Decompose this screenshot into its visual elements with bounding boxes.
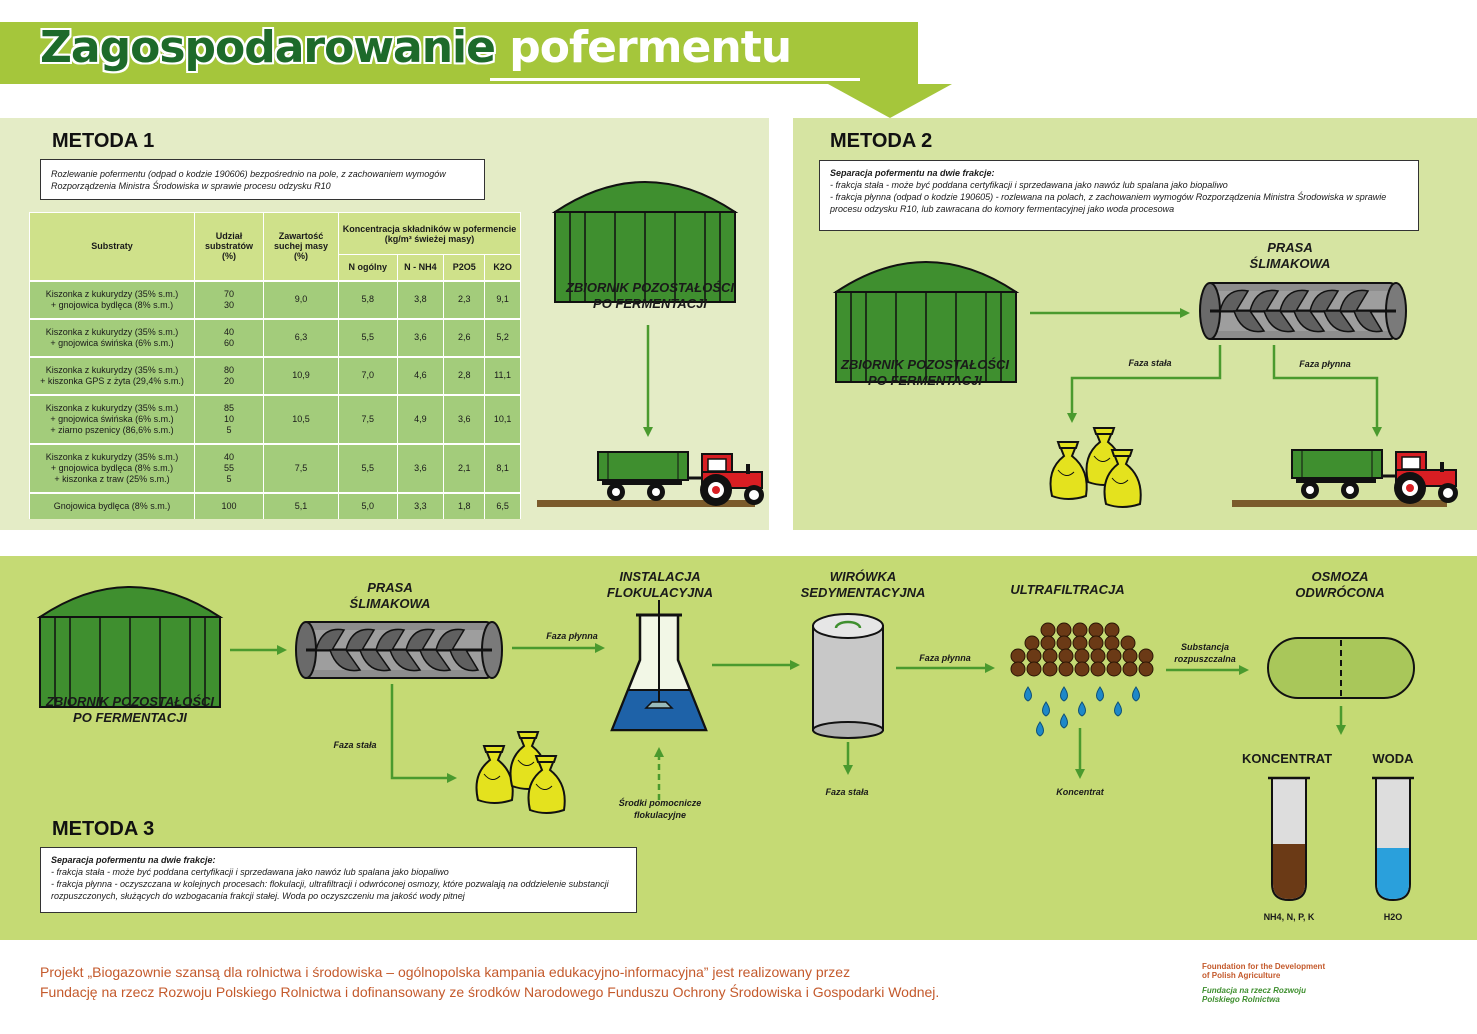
table-cell-line: 5 <box>226 424 232 435</box>
reverse-osmosis-capsule <box>1268 638 1414 698</box>
membrane-particle <box>1073 636 1087 650</box>
table-cell-line: 85 <box>223 402 234 413</box>
metoda3-faza-stala-1: Faza stała <box>333 740 377 750</box>
footer-line2: Fundację na rzecz Rozwoju Polskiego Rolnictwa i dofinansowany ze środków Narodowego Funduszu Ochrony Środowiska i Gospodarki Wodnej. <box>40 984 940 1000</box>
metoda3-tank <box>40 587 220 707</box>
table-cell-line: + kiszonka GPS z żyta (29,4% s.m.) <box>40 375 184 386</box>
metoda3-desc-line1: - frakcja stała - może być poddana certyfikacji i sprzedawana jako nawóz lub spalana jako biopaliwo <box>51 867 449 877</box>
table-cell-nh4: 4,6 <box>397 357 444 395</box>
metoda2-desc-line2: - frakcja płynna (odpad o kodzie 190605) - rozlewana na polach, z zachowaniem wymogów Rozporządzenia Ministra Środowiska w sprawie procesu odzysku R10, lub zawracana do komory fermentacyjnej jako woda procesowa <box>830 192 1387 214</box>
membrane-particle <box>1105 636 1119 650</box>
metoda3-substancja-line2: rozpuszczalna <box>1174 654 1236 664</box>
metoda3-arrow-solid <box>392 684 452 778</box>
table-cell-n: 7,5 <box>339 395 398 444</box>
woda-label: WODA <box>1372 751 1414 766</box>
table-cell-line: 40 <box>223 451 234 462</box>
table-cell-line: + ziarno pszenicy (86,6% s.m.) <box>50 424 174 435</box>
th-n: N ogólny <box>339 255 398 281</box>
org-name-en <box>1202 962 1325 980</box>
table-cell-p: 1,8 <box>444 493 485 519</box>
metoda3-floc-label <box>595 569 725 601</box>
metoda3-centrifuge-label-line1: WIRÓWKA <box>829 569 897 584</box>
metoda3-srodki-line2: flokulacyjne <box>633 810 687 820</box>
metoda2-heading: METODA 2 <box>830 130 933 152</box>
membrane-particle <box>1041 623 1055 637</box>
metoda3-centrifuge-label-line2: SEDYMENTACYJNA <box>800 585 926 600</box>
table-cell-p: 2,6 <box>444 319 485 357</box>
water-drop <box>1043 702 1050 716</box>
title-part2: pofermentu <box>509 22 792 73</box>
metoda2-press-label-line2: ŚLIMAKOWA <box>1249 256 1331 271</box>
table-cell-sm: 5,1 <box>264 493 339 519</box>
membrane-particle <box>1011 662 1025 676</box>
table-cell-p: 3,6 <box>444 395 485 444</box>
footer-line1: Projekt „Biogazownie szansą dla rolnictwa i środowiska – ogólnopolska kampania edukacyjno-informacyjna” jest realizowany przez <box>40 964 851 980</box>
metoda3-centrifuge-label <box>798 569 928 601</box>
table-cell-n: 5,5 <box>339 319 398 357</box>
th-nh4: N - NH4 <box>397 255 444 281</box>
membrane-particle <box>1027 662 1041 676</box>
ultrafiltration-membrane <box>1011 623 1153 736</box>
table-cell-line: 10 <box>223 413 234 424</box>
metoda3-floc-label-line1: INSTALACJA <box>619 569 701 584</box>
metoda3-substancja-line1: Substancja <box>1180 642 1229 652</box>
flocculation-flask <box>612 600 706 730</box>
metoda3-koncentrat-small: Koncentrat <box>1056 787 1104 797</box>
table-cell-line: 80 <box>223 364 234 375</box>
table-cell-n: 7,0 <box>339 357 398 395</box>
metoda2-press <box>1200 283 1406 339</box>
table-cell-line: 40 <box>223 326 234 337</box>
water-tube <box>1372 778 1414 900</box>
table-cell-line: Kiszonka z kukurydzy (35% s.m.) <box>45 326 179 337</box>
metoda3-faza-plynna-1: Faza płynna <box>546 631 598 641</box>
table-cell-k: 9,1 <box>485 281 521 319</box>
membrane-particle <box>1139 649 1153 663</box>
metoda2-tank-label-line1: ZBIORNIK POZOSTAŁOŚCI <box>840 357 1010 372</box>
water-drop <box>1061 714 1068 728</box>
membrane-particle <box>1041 636 1055 650</box>
membrane-particle <box>1043 662 1057 676</box>
table-cell-k: 6,5 <box>485 493 521 519</box>
metoda1-heading: METODA 1 <box>52 130 155 152</box>
metoda2-press-label <box>1240 240 1340 272</box>
membrane-particle <box>1091 662 1105 676</box>
table-cell-sm: 9,0 <box>264 281 339 319</box>
metoda3-press-label-line2: ŚLIMAKOWA <box>349 596 431 611</box>
table-cell-line: 5 <box>226 473 232 484</box>
membrane-particle <box>1089 636 1103 650</box>
metoda3-desc-title: Separacja pofermentu na dwie frakcje: <box>51 855 216 865</box>
table-cell-nh4: 3,3 <box>397 493 444 519</box>
table-cell-line: 60 <box>223 337 234 348</box>
metoda3-faza-plynna-2: Faza płynna <box>919 653 971 663</box>
membrane-particle <box>1089 623 1103 637</box>
table-cell-k: 8,1 <box>485 444 521 493</box>
metoda3-heading: METODA 3 <box>52 818 155 840</box>
metoda3-floc-label-line2: FLOKULACYJNA <box>606 585 714 600</box>
table-cell-line: + gnojowica bydlęca (8% s.m.) <box>50 462 174 473</box>
table-cell-k: 11,1 <box>485 357 521 395</box>
table-cell-line: 100 <box>221 500 237 511</box>
water-drop <box>1037 722 1044 736</box>
membrane-particle <box>1059 649 1073 663</box>
table-cell-line: 70 <box>223 288 234 299</box>
th-udzial: Udział substratów (%) <box>195 213 264 281</box>
koncentrat-label: KONCENTRAT <box>1241 751 1333 766</box>
membrane-particle <box>1105 623 1119 637</box>
th-zawartosc: Zawartość suchej masy (%) <box>264 213 339 281</box>
metoda2-desc-line1: - frakcja stała - może być poddana certyfikacji i sprzedawana jako nawóz lub spalana jako biopaliwo <box>830 180 1228 190</box>
table-cell-line: + gnojowica bydlęca (8% s.m.) <box>50 299 174 310</box>
membrane-particle <box>1121 636 1135 650</box>
title-part1: Zagospodarowanie <box>40 22 495 73</box>
table-cell-sm: 10,5 <box>264 395 339 444</box>
metoda3-tank-label-line1: ZBIORNIK POZOSTAŁOŚCI <box>45 694 215 709</box>
table-cell-line: + kiszonka z traw (25% s.m.) <box>54 473 170 484</box>
table-cell-nh4: 3,6 <box>397 319 444 357</box>
metoda2-desc-title: Separacja pofermentu na dwie frakcje: <box>830 168 995 178</box>
org-pl-line2: Polskiego Rolnictwa <box>1202 995 1280 1004</box>
concentrate-tube <box>1268 778 1310 900</box>
table-cell-n: 5,8 <box>339 281 398 319</box>
h2o-label: H2O <box>1383 912 1403 922</box>
table-cell-line: + gnojowica świńska (6% s.m.) <box>50 413 174 424</box>
table-cell-p: 2,8 <box>444 357 485 395</box>
table-cell-n: 5,0 <box>339 493 398 519</box>
metoda2-tractor <box>1292 450 1458 504</box>
water-drop <box>1025 687 1032 701</box>
footer-text <box>40 962 939 1002</box>
metoda3-press-label-line1: PRASA <box>367 580 413 595</box>
water-drop <box>1061 687 1068 701</box>
membrane-particle <box>1091 649 1105 663</box>
metoda3-ultra-label: ULTRAFILTRACJA <box>1010 582 1125 597</box>
metoda3-sack-1 <box>477 746 513 803</box>
th-p2o5: P2O5 <box>444 255 485 281</box>
metoda3-press <box>296 622 502 678</box>
th-k2o: K2O <box>485 255 521 281</box>
metoda2-tank-label-line2: PO FERMENTACJI <box>868 373 982 388</box>
water-drop <box>1115 702 1122 716</box>
metoda2-arrow-solid <box>1072 345 1220 418</box>
table-cell-nh4: 3,8 <box>397 281 444 319</box>
metoda2-faza-stala: Faza stała <box>1128 358 1172 368</box>
membrane-particle <box>1123 649 1137 663</box>
membrane-particle <box>1139 662 1153 676</box>
metoda1-tank-label <box>545 280 755 312</box>
metoda3-osmosis-label-line1: OSMOZA <box>1311 569 1369 584</box>
nutrients-label: NH4, N, P, K <box>1263 912 1315 922</box>
metoda3-faza-stala-2: Faza stała <box>825 787 869 797</box>
table-cell-sm: 7,5 <box>264 444 339 493</box>
water-drop <box>1133 687 1140 701</box>
membrane-particle <box>1075 649 1089 663</box>
membrane-particle <box>1059 662 1073 676</box>
membrane-particle <box>1107 662 1121 676</box>
metoda2-faza-plynna: Faza płynna <box>1299 359 1351 369</box>
membrane-particle <box>1107 649 1121 663</box>
water-drop <box>1079 702 1086 716</box>
table-cell-line: 20 <box>223 375 234 386</box>
membrane-particle <box>1075 662 1089 676</box>
table-cell-line: Kiszonka z kukurydzy (35% s.m.) <box>45 402 179 413</box>
metoda2-description <box>819 160 1419 231</box>
membrane-particle <box>1043 649 1057 663</box>
membrane-particle <box>1073 623 1087 637</box>
table-cell-p: 2,3 <box>444 281 485 319</box>
metoda2-tank-label <box>820 357 1030 389</box>
org-en-line1: Foundation for the Development <box>1202 962 1326 971</box>
metoda3-description <box>40 847 637 913</box>
metoda2-sack-1 <box>1051 442 1087 499</box>
membrane-particle <box>1011 649 1025 663</box>
metoda3-osmosis-label <box>1280 569 1400 601</box>
th-substraty: Substraty <box>30 213 195 281</box>
membrane-particle <box>1025 636 1039 650</box>
membrane-particle <box>1123 662 1137 676</box>
metoda3-press-label <box>340 580 440 612</box>
th-koncentracja: Koncentracja składników w pofermencie (kg/m³ świeżej masy) <box>339 213 521 255</box>
table-cell-line: Kiszonka z kukurydzy (35% s.m.) <box>45 451 179 462</box>
metoda3-tank-label <box>25 694 235 726</box>
table-cell-line: 30 <box>223 299 234 310</box>
metoda3-srodki <box>600 797 720 821</box>
metoda3-osmosis-label-line2: ODWRÓCONA <box>1295 585 1385 600</box>
org-name-pl <box>1202 986 1306 1004</box>
metoda1-tank-label-line1: ZBIORNIK POZOSTAŁOŚCI <box>565 280 735 295</box>
table-cell-line: Gnojowica bydlęca (8% s.m.) <box>53 500 171 511</box>
table-cell-nh4: 3,6 <box>397 444 444 493</box>
metoda1-tank-label-line2: PO FERMENTACJI <box>593 296 707 311</box>
table-cell-k: 10,1 <box>485 395 521 444</box>
org-pl-line1: Fundacja na rzecz Rozwoju <box>1202 986 1307 995</box>
metoda3-desc-line2: - frakcja płynna - oczyszczana w kolejnych procesach: flokulacji, ultrafiltracji i odwróconej osmozy, które pozwalają na oddzielenie substancji rozpuszczonych, służących do wzbogacania frakcji stałej. Woda po oczyszczeniu ma jakość wody pitnej <box>51 879 609 901</box>
metoda3-srodki-line1: Środki pomocnicze <box>618 798 702 808</box>
table-cell-nh4: 4,9 <box>397 395 444 444</box>
metoda3-substancja <box>1160 641 1250 665</box>
metoda3-tank-label-line2: PO FERMENTACJI <box>73 710 187 725</box>
membrane-particle <box>1057 636 1071 650</box>
table-cell-k: 5,2 <box>485 319 521 357</box>
table-cell-sm: 6,3 <box>264 319 339 357</box>
org-en-line2: of Polish Agriculture <box>1202 971 1281 980</box>
table-cell-sm: 10,9 <box>264 357 339 395</box>
table-cell-line: Kiszonka z kukurydzy (35% s.m.) <box>45 288 179 299</box>
table-cell-p: 2,1 <box>444 444 485 493</box>
table-cell-n: 5,5 <box>339 444 398 493</box>
centrifuge-cylinder <box>813 614 883 738</box>
table-cell-line: Kiszonka z kukurydzy (35% s.m.) <box>45 364 179 375</box>
water-drop <box>1097 687 1104 701</box>
metoda2-press-label-line1: PRASA <box>1267 240 1313 255</box>
metoda1-description: Rozlewanie pofermentu (odpad o kodzie 190606) bezpośrednio na pole, z zachowaniem wymogów Rozporządzenia Ministra Środowiska w sprawie procesu odzysku R10 <box>40 159 485 200</box>
table-cell-line: + gnojowica świńska (6% s.m.) <box>50 337 174 348</box>
table-cell-line: 55 <box>223 462 234 473</box>
membrane-particle <box>1057 623 1071 637</box>
membrane-particle <box>1027 649 1041 663</box>
metoda1-tractor <box>598 452 764 506</box>
